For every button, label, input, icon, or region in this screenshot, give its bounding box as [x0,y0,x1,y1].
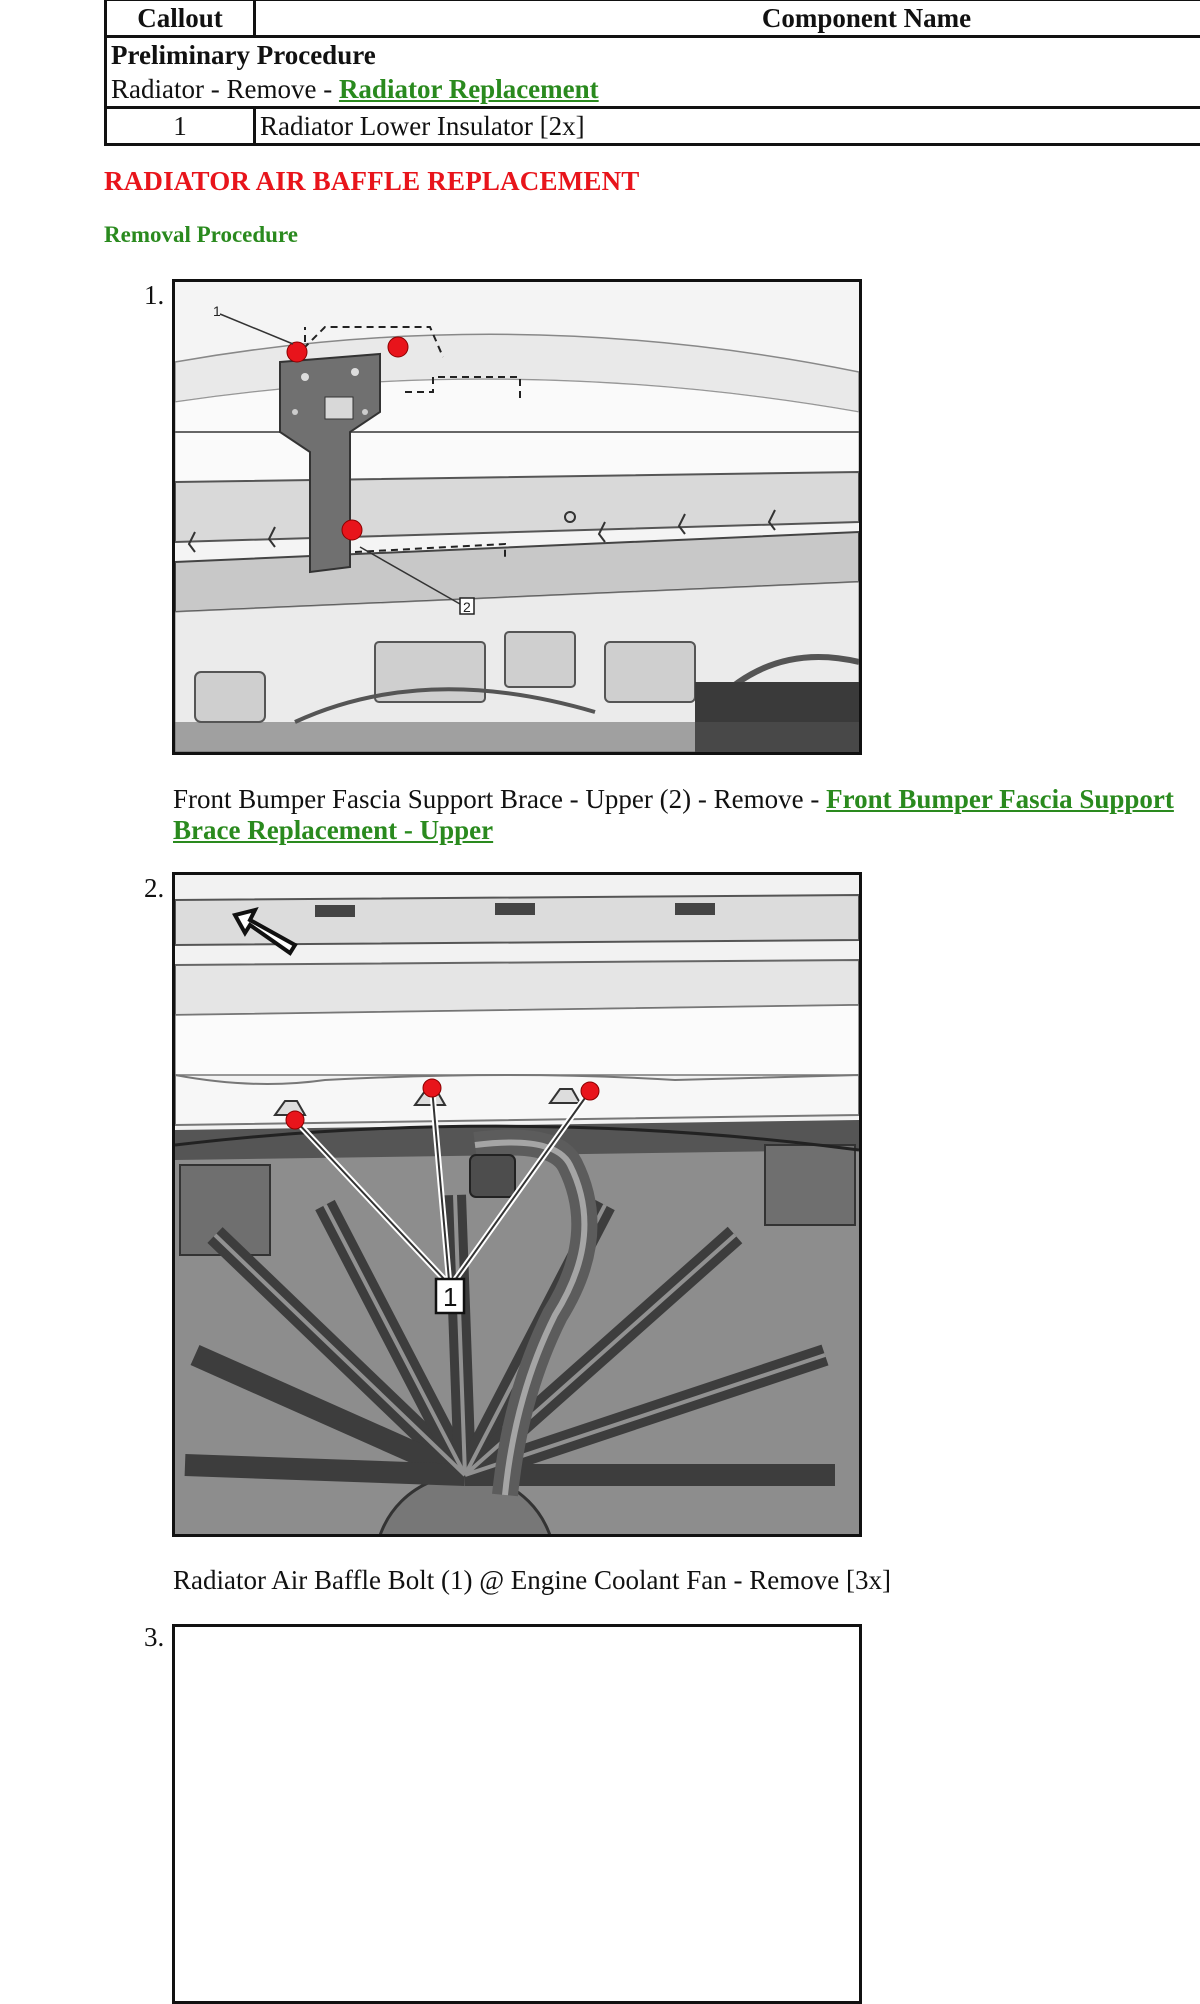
step-number: 2. [144,873,164,904]
step-2-caption: Radiator Air Baffle Bolt (1) @ Engine Coolant Fan - Remove [3x] [173,1565,1200,1596]
header-callout: Callout [106,0,255,37]
callout-table [104,0,1200,146]
step-1-caption-text: Front Bumper Fascia Support Brace - Upper (2) - Remove - [173,784,826,814]
step-1-caption [173,784,1200,846]
step-number: 1. [144,280,164,311]
step-2-illustration [172,872,862,1537]
step-3-illustration [172,1624,862,2004]
support-brace-diagram [175,282,859,752]
table-row [106,108,1200,145]
preliminary-row [106,37,1200,108]
preliminary-text: Radiator - Remove - [111,74,339,104]
step-number: 3. [144,1622,164,1653]
callout-label-1: 1 [213,303,221,319]
subsection-title: Removal Procedure [104,222,298,248]
table-header-row [106,0,1200,37]
fan-shroud-diagram [175,875,859,1534]
callout-label-1: 1 [443,1282,457,1312]
front-bumper-brace-link[interactable]: Front Bumper Fascia Support Brace Replacement - Upper [173,784,1174,845]
preliminary-title: Preliminary Procedure [111,38,1200,72]
component-name: Radiator Lower Insulator [2x] [255,108,1200,145]
header-component-name: Component Name [255,0,1200,37]
step-1-illustration [172,279,862,755]
section-title: RADIATOR AIR BAFFLE REPLACEMENT [104,166,640,197]
callout-label-2: 2 [463,599,471,615]
radiator-replacement-link[interactable]: Radiator Replacement [339,74,599,104]
preliminary-cell [106,37,1200,108]
callout-number: 1 [106,108,255,145]
